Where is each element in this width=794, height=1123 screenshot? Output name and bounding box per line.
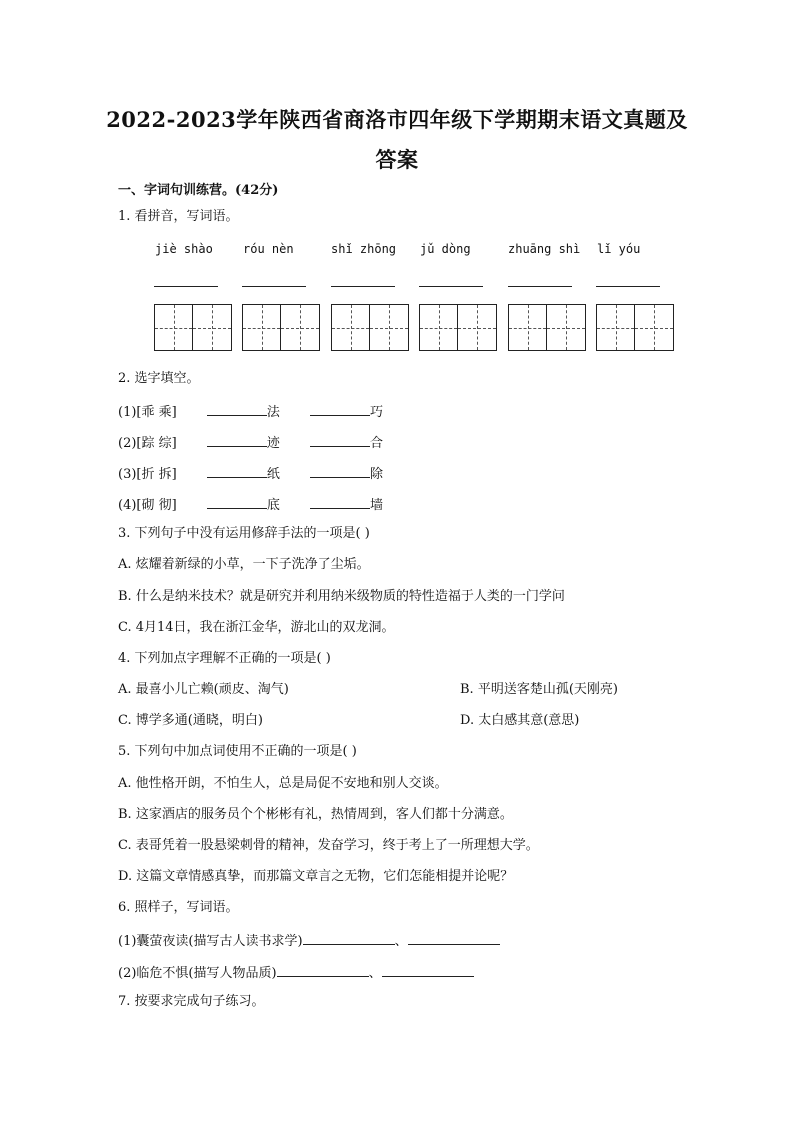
q6-row-1-blank-1[interactable]: [303, 930, 395, 945]
q5-option-b: B. 这家酒店的服务员个个彬彬有礼，热情周到，客人们都十分满意。: [118, 807, 513, 822]
q5-option-a: A. 他性格开朗，不怕生人，总是局促不安地和别人交谈。: [118, 776, 448, 791]
q5-option-d: D. 这篇文章情感真挚，而那篇文章言之无物，它们怎能相提并论呢？: [118, 869, 514, 884]
q6-row-1: [118, 930, 500, 951]
answer-line-6: [596, 286, 660, 287]
q2-row-2-choice: [踪 综]: [136, 436, 177, 451]
question-1-stem: 1. 看拼音，写词语。: [118, 209, 239, 224]
q2-row-4-num: (4): [118, 498, 137, 513]
q2-row-1-num: (1): [118, 405, 137, 420]
q2-row-2: [118, 432, 383, 453]
answer-line-1: [154, 286, 218, 287]
q2-row-2-blank-b[interactable]: [310, 432, 370, 447]
q2-row-3-char-b: 除: [370, 467, 384, 482]
writing-grid-5[interactable]: [508, 304, 586, 351]
answer-line-5: [508, 286, 572, 287]
pinyin-1: jiè shào: [155, 242, 213, 256]
pinyin-3: shǐ zhōng: [331, 242, 397, 256]
q6-row-2-sep: 、: [368, 966, 382, 981]
q2-row-2-blank-a[interactable]: [207, 432, 267, 447]
writing-grid-6[interactable]: [596, 304, 674, 351]
q6-row-2: [118, 962, 474, 983]
q2-row-1-char-b: 巧: [370, 405, 384, 420]
q2-row-4-char-a: 底: [266, 498, 280, 513]
q2-row-3-num: (3): [118, 467, 137, 482]
q3-option-a: A. 炫耀着新绿的小草，一下子洗净了尘垢。: [118, 557, 370, 572]
pinyin-2: róu nèn: [243, 242, 294, 256]
q5-option-c: C. 表哥凭着一股悬梁刺骨的精神，发奋学习，终于考上了一所理想大学。: [118, 838, 539, 853]
q2-row-4-char-b: 墙: [370, 498, 384, 513]
q2-row-3-blank-b[interactable]: [310, 463, 370, 478]
q2-row-1-choice: [乖 乘]: [136, 405, 177, 420]
q6-row-2-label: (2)临危不惧(描写人物品质): [118, 966, 277, 981]
q2-row-2-char-a: 迹: [266, 436, 280, 451]
q4-option-c: C. 博学多通(通晓，明白): [118, 713, 263, 728]
question-7-stem: 7. 按要求完成句子练习。: [118, 994, 265, 1009]
title-line-2: 答案: [375, 147, 419, 172]
q2-row-1: [118, 401, 383, 422]
q2-row-4: [118, 494, 383, 515]
question-3-stem: 3. 下列句子中没有运用修辞手法的一项是( ): [118, 526, 370, 541]
answer-line-3: [331, 286, 395, 287]
q2-row-2-char-b: 合: [370, 436, 384, 451]
writing-grid-4[interactable]: [419, 304, 497, 351]
answer-line-2: [242, 286, 306, 287]
q2-row-4-blank-a[interactable]: [207, 494, 267, 509]
q3-option-b: B. 什么是纳米技术？就是研究并利用纳米级物质的特性造福于人类的一门学问: [118, 589, 565, 604]
pinyin-grid: [0, 242, 794, 362]
pinyin-5: zhuāng shì: [508, 242, 581, 256]
q6-row-1-sep: 、: [394, 934, 408, 949]
answer-line-4: [419, 286, 483, 287]
q2-row-3-blank-a[interactable]: [207, 463, 267, 478]
title-line-1: 2022-2023学年陕西省商洛市四年级下学期期末语文真题及: [106, 107, 688, 132]
writing-grid-1[interactable]: [154, 304, 232, 351]
question-4-stem: 4. 下列加点字理解不正确的一项是( ): [118, 651, 331, 666]
q2-row-4-blank-b[interactable]: [310, 494, 370, 509]
writing-grid-3[interactable]: [331, 304, 409, 351]
q6-row-2-blank-2[interactable]: [382, 962, 474, 977]
q2-row-3: [118, 463, 383, 484]
q4-option-d: D. 太白感其意(意思): [460, 713, 580, 728]
q3-option-c: C. 4月14日，我在浙江金华，游北山的双龙洞。: [118, 620, 395, 635]
q6-row-2-blank-1[interactable]: [277, 962, 369, 977]
q4-option-a: A. 最喜小儿亡赖(顽皮、淘气): [118, 682, 289, 697]
q2-row-2-num: (2): [118, 436, 137, 451]
q6-row-1-blank-2[interactable]: [408, 930, 500, 945]
document-title: [100, 100, 694, 180]
q2-row-4-choice: [砌 彻]: [136, 498, 177, 513]
q2-row-3-choice: [折 拆]: [136, 467, 177, 482]
pinyin-6: lǐ yóu: [597, 242, 641, 256]
section-heading: 一、字词句训练营。(42分): [118, 183, 279, 198]
q2-row-1-blank-a[interactable]: [207, 401, 267, 416]
q2-row-3-char-a: 纸: [266, 467, 280, 482]
q2-row-1-char-a: 法: [266, 405, 280, 420]
q2-row-1-blank-b[interactable]: [310, 401, 370, 416]
writing-grid-2[interactable]: [242, 304, 320, 351]
q6-row-1-label: (1)囊萤夜读(描写古人读书求学): [118, 934, 303, 949]
q4-option-b: B. 平明送客楚山孤(天刚亮): [460, 682, 618, 697]
question-6-stem: 6. 照样子，写词语。: [118, 900, 239, 915]
question-5-stem: 5. 下列句中加点词使用不正确的一项是( ): [118, 744, 357, 759]
pinyin-4: jǔ dòng: [420, 242, 471, 256]
question-2-stem: 2. 选字填空。: [118, 371, 200, 386]
